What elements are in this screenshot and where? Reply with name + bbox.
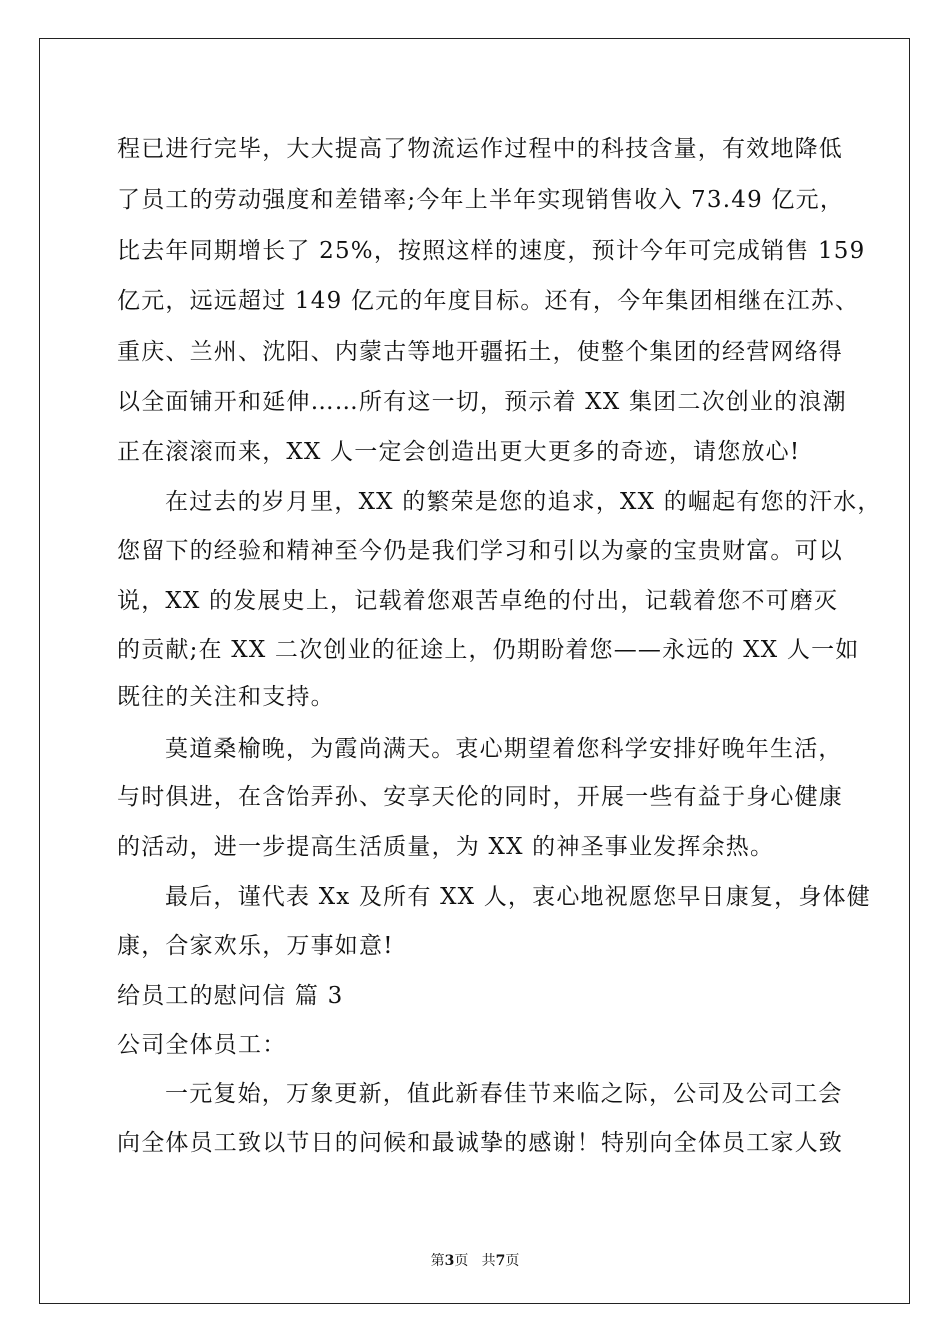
paragraph-first-line: 一元复始，万象更新，值此新春佳节来临之际，公司及公司工会 bbox=[165, 1081, 843, 1107]
body-line: 康，合家欢乐，万事如意! bbox=[117, 933, 394, 959]
body-line: 向全体员工致以节日的问候和最诚挚的感谢！特别向全体员工家人致 bbox=[117, 1130, 843, 1156]
body-line: 了员工的劳动强度和差错率;今年上半年实现销售收入 73.49 亿元， bbox=[117, 187, 845, 213]
body-line: 的活动，进一步提高生活质量，为 XX 的神圣事业发挥余热。 bbox=[117, 834, 775, 860]
paragraph-first-line: 在过去的岁月里，XX 的繁荣是您的追求，XX 的崛起有您的汗水， bbox=[165, 489, 882, 515]
page-border bbox=[39, 38, 910, 1304]
body-line: 既往的关注和支持。 bbox=[117, 684, 335, 710]
body-line: 的贡献;在 XX 二次创业的征途上，仍期盼着您——永远的 XX 人一如 bbox=[117, 637, 860, 663]
section-heading: 给员工的慰问信 篇 3 bbox=[117, 983, 344, 1009]
body-line: 以全面铺开和延伸……所有这一切，预示着 XX 集团二次创业的浪潮 bbox=[117, 389, 847, 415]
body-line: 与时俱进，在含饴弄孙、安享天伦的同时，开展一些有益于身心健康 bbox=[117, 784, 843, 810]
body-line: 您留下的经验和精神至今仍是我们学习和引以为豪的宝贵财富。可以 bbox=[117, 538, 843, 564]
body-line: 亿元，远远超过 149 亿元的年度目标。还有，今年集团相继在江苏、 bbox=[117, 288, 860, 314]
body-line: 说，XX 的发展史上，记载着您艰苦卓绝的付出，记载着您不可磨灭 bbox=[117, 588, 839, 614]
current-page-number: 3 bbox=[444, 1253, 455, 1269]
page-footer bbox=[0, 1250, 950, 1270]
page-prefix: 第 bbox=[430, 1253, 445, 1269]
body-line: 程已进行完毕，大大提高了物流运作过程中的科技含量，有效地降低 bbox=[117, 136, 843, 162]
total-prefix: 共 bbox=[481, 1253, 496, 1269]
body-line: 正在滚滚而来，XX 人一定会创造出更大更多的奇迹，请您放心! bbox=[117, 439, 801, 465]
salutation: 公司全体员工： bbox=[117, 1032, 287, 1058]
total-pages-number: 7 bbox=[495, 1253, 506, 1269]
paragraph-first-line: 莫道桑榆晚，为霞尚满天。衷心期望着您科学安排好晚年生活， bbox=[165, 736, 843, 762]
page-suffix: 页 bbox=[454, 1253, 469, 1269]
body-line: 重庆、兰州、沈阳、内蒙古等地开疆拓土，使整个集团的经营网络得 bbox=[117, 339, 843, 365]
paragraph-first-line: 最后，谨代表 Xx 及所有 XX 人，衷心地祝愿您早日康复，身体健 bbox=[165, 884, 871, 910]
total-suffix: 页 bbox=[505, 1253, 520, 1269]
body-line: 比去年同期增长了 25%，按照这样的速度，预计今年可完成销售 159 bbox=[117, 238, 866, 264]
